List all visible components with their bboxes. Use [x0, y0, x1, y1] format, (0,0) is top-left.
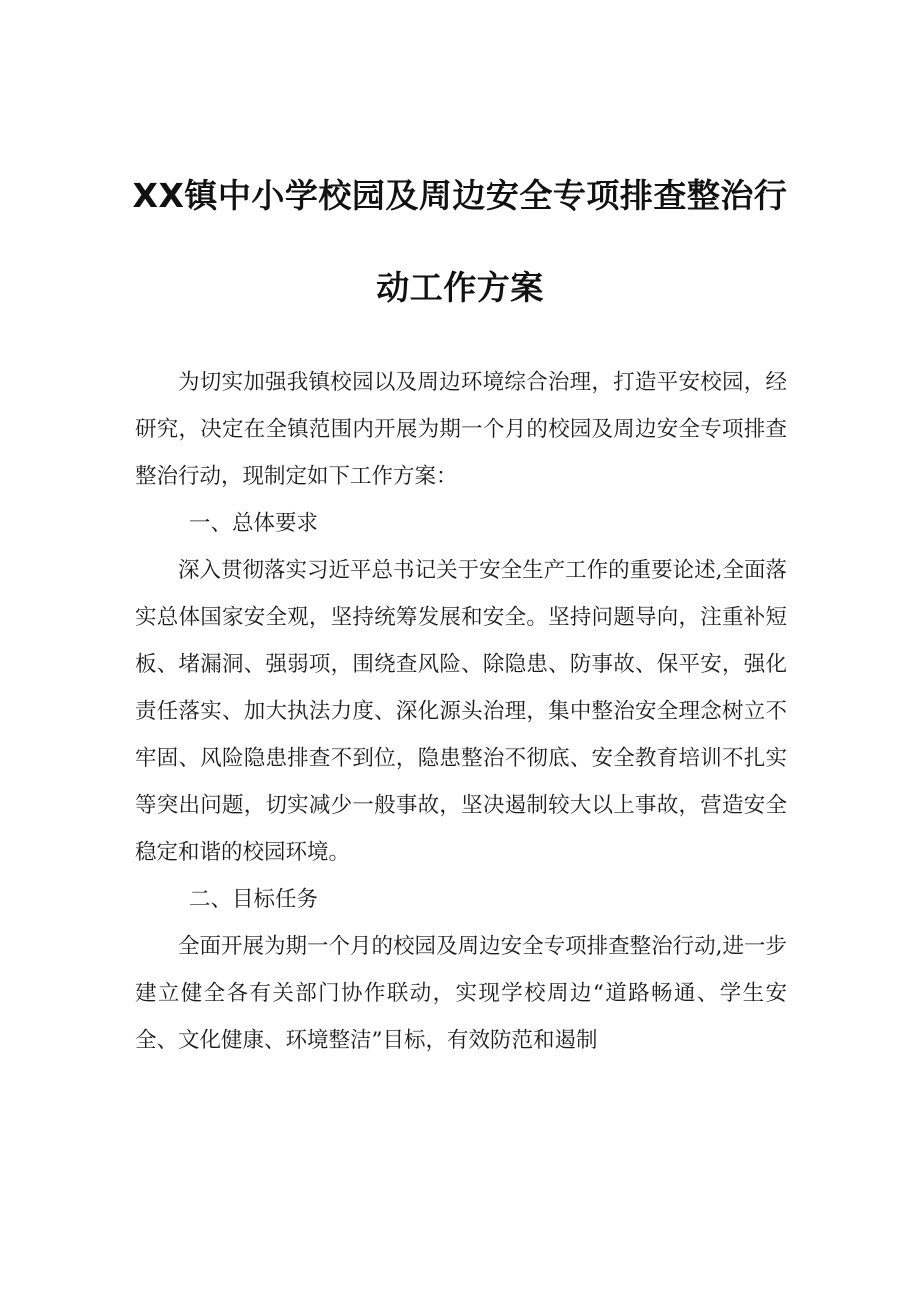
section-2-heading-block — [135, 876, 787, 923]
section-2-heading: 二、目标任务 — [189, 887, 319, 912]
section-1-heading: 一、总体要求 — [189, 511, 319, 536]
intro-text: 为切实加强我镇校园以及周边环境综合治理，打造平安校园，经研究，决定在全镇范围内开展为期一个月的校园及周边安全专项排查整治行动，现制定如下工作方案： — [135, 370, 787, 489]
document-title-line-2: 动工作方案 — [376, 268, 544, 307]
document-title-line-1: XX镇中小学校园及周边安全专项排查整治行 — [132, 176, 788, 215]
section-1-heading-block — [135, 500, 787, 547]
section-1-paragraph — [135, 547, 787, 876]
section-1-text: 深入贯彻落实习近平总书记关于安全生产工作的重要论述,全面落实总体国家安全观，坚持统筹发展和安全。坚持问题导向，注重补短板、堵漏洞、强弱项，围绕查风险、除隐患、防事故、保平安，强化责任落实、加大执法力度、深化源头治理，集中整治安全理念树立不牢固、风险隐患排查不到位，隐患整治不彻底、安全教育培训不扎实等突出问题，切实减少一般事故，坚决遏制较大以上事故，营造安全稳定和谐的校园环境。 — [135, 558, 787, 865]
section-2-paragraph — [135, 923, 787, 1064]
intro-paragraph — [135, 359, 787, 500]
section-2-text: 全面开展为期一个月的校园及周边安全专项排查整治行动,进一步建立健全各有关部门协作联动，实现学校周边“道路畅通、学生安全、文化健康、环境整洁”目标，有效防范和遏制 — [135, 934, 787, 1053]
